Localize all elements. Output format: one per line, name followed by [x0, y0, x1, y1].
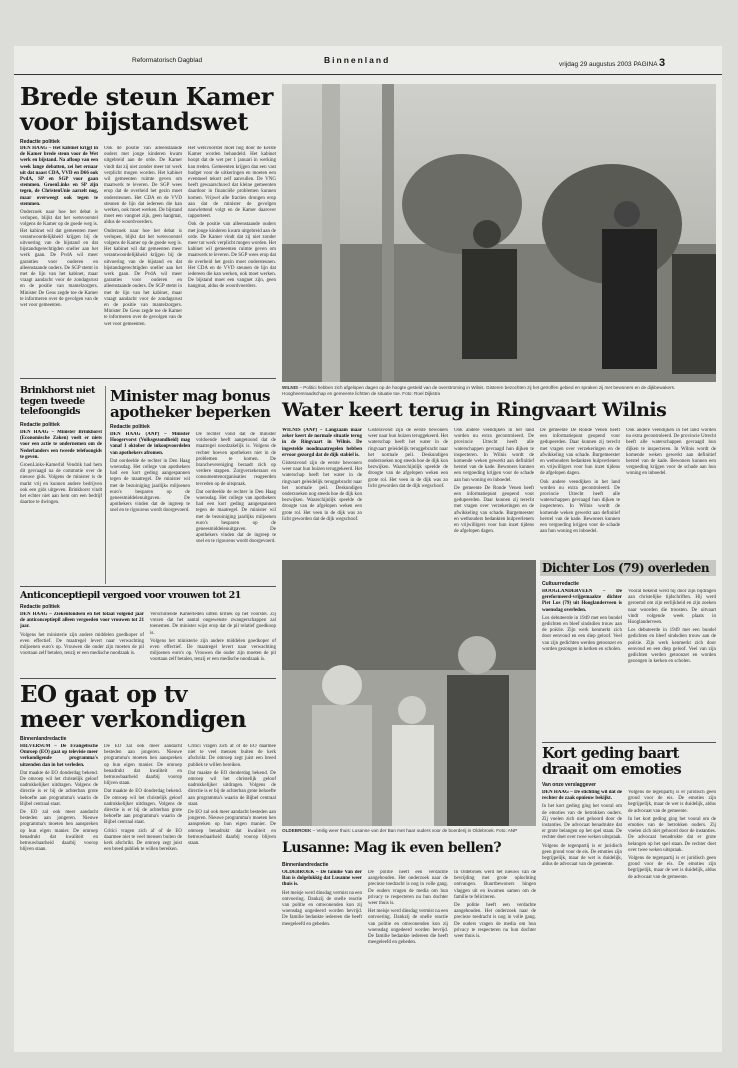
article-kort-geding	[542, 746, 718, 778]
photo-caption: WILNIS – Politici hebben zich afgelopen dagen op de hoogte gesteld van de overstroming in Wilnis. Gisteren bezochten zij het getroffen gebied en spraken zij met bewoners en de dijkbewakers. Hoogheemraadschap en gemeente lichtten de situatie toe. Foto: Roel Dijkstra	[282, 385, 676, 396]
headline: EO gaat op tv meer verkondigen	[20, 681, 247, 733]
headline: Dichter Los (79) overleden	[542, 561, 710, 575]
article-column: Ook de positie van alleenstaande ouders met jonge kinderen kwam uitgebreid aan de orde. De Kamer vindt dat zij niet zonder meer tot werk verplicht mogen worden. Het kabinet wil gemeenten ruimte geven om maatwerk te leveren. De SGP wees erop dat de overheid het gezin moet ondersteunen. Het CDA en de VVD steunen de lijn dat iedereen die kan werken, ook moet werken. De bijstand moet een vangnet zijn, geen hangmat, aldus de woordvoerders. Onderzoek naar hoe het debat is verlopen, blijkt dat het wetsvoorstel volgens de Kamer op de goede weg is. Het kabinet wil dat gemeenten meer verantwoordelijkheid krijgen bij de uitvoering van de bijstand en dat bijstandsgerechtigden sneller aan het werk gaan. De PvdA wil meer garanties voor ouderen en alleenstaande ouders. De SGP stemt in met de lijn van het kabinet, maar vraagt aandacht voor de zondagsrust en de positie van mantelzorgers. Minister De Geus zegde toe de Kamer te informeren over de gevolgen van de wet voor gemeenten.	[104, 146, 182, 327]
byline: Binnenlandredactie	[282, 862, 329, 868]
page-date: vrijdag 29 augustus 2003 PAGINA 3	[559, 57, 666, 69]
article-column: De politie heeft een verdachte aangehouden. Het onderzoek naar de precieze toedracht is nog in volle gang. De ouders vragen de media om hun privacy te respecteren nu hun dochter weer thuis is. Het meisje werd dinsdag vermist na een ontvoering. Dankzij de snelle reactie van politie en omwonenden kon zij woensdag ongedeerd worden bevrijd. De familie bedankte iedereen die heeft meegeleefd en gebeden.	[368, 870, 448, 946]
byline: Binnenlandredactie	[20, 736, 67, 742]
article-lusanne	[282, 840, 538, 856]
news-photo-oldebroek	[282, 560, 536, 826]
section-name: Binnenland	[324, 55, 391, 65]
byline: Redactie politiek	[20, 422, 60, 428]
headline: Anticonceptiepil vergoed voor vrouwen tot 21	[20, 590, 241, 601]
article-column: DEN HAAG – Het kabinet krijgt in de Kamer brede steun voor de Wet werk en bijstand. Na afloop van een week lange debatten, zei het ernaar uit dat naast CDA, VVD en D66 ook PvdA, SP en SGP voor gaan stemmen. GroenLinks en SP zijn tegen, de ChristenUnie aarzelt nog, maar overweegt ook tegen te stemmen. Onderzoek naar hoe het debat is verlopen, blijkt dat het wetsvoorstel volgens de Kamer op de goede weg is. Het kabinet wil dat gemeenten meer verantwoordelijkheid krijgen bij de uitvoering van de bijstand en dat bijstandsgerechtigden sneller aan het werk gaan. De PvdA wil meer garanties voor ouderen en alleenstaande ouders. De SGP stemt in met de lijn van het kabinet, maar vraagt aandacht voor de zondagsrust en de positie van mantelzorgers. Minister De Geus zegde toe de Kamer te informeren over de gevolgen van de wet voor gemeenten.	[20, 146, 98, 309]
article-column: WILNIS (ANP) – Langzaam maar zeker keert de normale situatie terug in de Ringvaart in Wilnis. De ingestelde noodmaatregelen hebben ervoor gezorgd dat de dijk stabiel is. Gisteravond zijn de eerste bewoners weer naar hun huizen teruggekeerd. Het waterschap heeft het water in de ringvaart geleidelijk teruggebracht naar het normale peil. Deskundigen onderzoeken nog steeds hoe de dijk kon bezwijken. Waarschijnlijk speelde de droogte van de afgelopen weken een grote rol. Het veen in de dijk was zo licht geworden dat de dijk wegschoof.	[282, 428, 362, 522]
article-dichter-los	[542, 561, 718, 575]
article-column: DEN HAAG (ANP) – Minister Hoogervorst (Volksgezondheid) mag vanaf 1 oktober de inkoopvoordelen van apothekers afromen. Dat oordeelde de rechter in Den Haag woensdag. Het college van apothekers had een kort geding aangespannen tegen de maatregel. De minister wil met de bezuiniging jaarlijks miljoenen euro's besparen op de geneesmiddelenuitgaven. De apothekers vinden dat de ingreep te snel en te rigoureus wordt doorgevoerd.	[110, 432, 190, 514]
headline: Lusanne: Mag ik even bellen?	[282, 840, 502, 856]
photo-icon	[282, 560, 536, 826]
article-column: Gisteravond zijn de eerste bewoners weer naar hun huizen teruggekeerd. Het waterschap heeft het water in de ringvaart geleidelijk teruggebracht naar het normale peil. Deskundigen onderzoeken nog steeds hoe de dijk kon bezwijken. Waarschijnlijk speelde de droogte van de afgelopen weken een grote rol. Het veen in de dijk was zo licht geworden dat de dijk wegschoof.	[368, 428, 448, 489]
article-brinkhorst	[20, 386, 102, 418]
divider	[20, 678, 276, 679]
divider	[20, 586, 276, 587]
headline: Brinkhorst niet tegen tweede telefoongids	[20, 385, 95, 417]
news-photo-wilnis	[282, 84, 716, 382]
photo-icon	[282, 84, 716, 382]
paper-name: Reformatorisch Dagblad	[132, 57, 203, 64]
article-column: Ook andere veendijken in het land worden nu extra gecontroleerd. De provincie Utrecht heeft alle waterschappen gevraagd hun dijken te inspecteren. In Wilnis wordt de komende weken gewerkt aan definitief herstel van de kade. Bewoners kunnen een vergoeding krijgen voor de schade aan hun woning en inboedel.	[626, 428, 716, 477]
divider	[20, 378, 276, 379]
article-column: Volgens de tegenpartij is er juridisch geen grond voor de eis. De emoties zijn begrijpelijk, maar de wet is duidelijk, aldus de advocaat van de gemeente. In het kort geding ging het vooral om de emoties van de betrokken ouders. Zij voelen zich niet gehoord door de instanties. De advocaat benadrukte dat er grote belangen op het spel staan. De rechter doet over twee weken uitspraak. Volgens de tegenpartij is er juridisch geen grond voor de eis. De emoties zijn begrijpelijk, maar de wet is duidelijk, aldus de advocaat van de gemeente.	[628, 790, 716, 880]
article-ringvaart	[282, 400, 716, 420]
article-column: HOOGLANDERVEEN – De gereformeerd-vrijgemaakte dichter Piet Los (79) uit Hooglanderveen is woensdag overleden. Los debuteerde in 1949 met een bundel gedichten en bleef sindsdien trouw aan de poëzie. Zijn werk kenmerkt zich door eenvoud en een diep geloof. Veel van zijn gedichten werden getoonzet en worden gezongen in kerken en scholen.	[542, 589, 622, 652]
article-column: De gemeente De Ronde Venen heeft een informatiepunt geopend voor gedupeerden. Daar kunnen zij terecht met vragen over verzekeringen en de afwikkeling van schade. Burgemeester en wethouders bedankten hulpverleners en vrijwilligers voor hun inzet tijdens de afgelopen dagen. Ook andere veendijken in het land worden nu extra gecontroleerd. De provincie Utrecht heeft alle waterschappen gevraagd hun dijken te inspecteren. In Wilnis wordt de komende weken gewerkt aan definitief herstel van de kade. Bewoners kunnen een vergoeding krijgen voor de schade aan hun woning en inboedel.	[540, 428, 620, 535]
page-header	[14, 46, 722, 75]
article-column: DEN HAAG – Ziekenfondsen en het totaal volgend jaar de anticonceptiepil alleen vergoeden voor vrouwen tot 21 jaar. Volgens het ministerie zijn andere middelen goedkoper of even effectief. De maatregel levert naar verwachting miljoenen euro's op. Vrouwen die ouder zijn moeten de pil voortaan zelf betalen, tenzij er een medische noodzaak is.	[20, 612, 144, 657]
divider	[542, 742, 716, 743]
article-column: OLDEBROEK – De familie Van der Ban is dolgelukkig dat Lusanne weer thuis is. Het meisje werd dinsdag vermist na een ontvoering. Dankzij de snelle reactie van politie en omwonenden kon zij woensdag ongedeerd worden bevrijd. De familie bedankte iedereen die heeft meegeleefd en gebeden.	[282, 870, 362, 927]
divider	[105, 386, 106, 584]
byline: Cultuurredactie	[542, 581, 579, 587]
article-column: HILVERSUM – De Evangelische Omroep (EO) gaat op televisie meer verkondigende programma's uitzenden dan in het verleden. Dat maakte de EO donderdag bekend. De omroep wil het christelijk geloof nadrukkelijker uitdragen. Volgens de directie is er bij de achterban grote behoefte aan programma's waarin de Bijbel centraal staat. De EO zal ook meer aandacht besteden aan jongeren. Nieuwe programma's moeten hen aanspreken op hun eigen manier. De omroep benadrukt dat kwaliteit en betrouwbaarheid daarbij voorop blijven staan.	[20, 744, 98, 853]
article-column: DEN HAAG – Minister Brinkhorst (Economische Zaken) voelt er niets voor een actie te ondernemen om de Nederlanders een tweede telefoongids te geven. GroenLinks-Kamerlid Vendrik had hem dit gevraagd na de commotie over de nieuwe gids. Volgens de minister is de markt vrij en kunnen andere bedrijven ook een gids uitgeven. Brinkhorst vindt het echter niet aan hem om een bedrijf daartoe te dwingen.	[20, 430, 102, 506]
article-column: Verschillende Kamerleden uitten kritiek op het voorstel. Zij vrezen dat het aantal ongewenste zwangerschappen zal toenemen. De minister wijst erop dat de pil relatief goedkoop is. Volgens het ministerie zijn andere middelen goedkoper of even effectief. De maatregel levert naar verwachting miljoenen euro's op. Vrouwen die ouder zijn moeten de pil voortaan zelf betalen, tenzij er een medische noodzaak is.	[150, 612, 276, 663]
article-column: Critici vragen zich af of de EO daarmee niet te veel mensen buiten de kerk afschrikt. De omroep zegt juist een breed publiek te willen bereiken. Dat maakte de EO donderdag bekend. De omroep wil het christelijk geloof nadrukkelijker uitdragen. Volgens de directie is er bij de achterban grote behoefte aan programma's waarin de Bijbel centraal staat. De EO zal ook meer aandacht besteden aan jongeren. Nieuwe programma's moeten hen aanspreken op hun eigen manier. De omroep benadrukt dat kwaliteit en betrouwbaarheid daarbij voorop blijven staan.	[188, 744, 276, 847]
article-bijstandswet	[20, 84, 275, 134]
headline: Kort geding baart draait om emoties	[542, 745, 682, 778]
article-column: De EO zal ook meer aandacht besteden aan jongeren. Nieuwe programma's moeten hen aanspreken op hun eigen manier. De omroep benadrukt dat kwaliteit en betrouwbaarheid daarbij voorop blijven staan. Dat maakte de EO donderdag bekend. De omroep wil het christelijk geloof nadrukkelijker uitdragen. Volgens de directie is er bij de achterban grote behoefte aan programma's waarin de Bijbel centraal staat. Critici vragen zich af of de EO daarmee niet te veel mensen buiten de kerk afschrikt. De omroep zegt juist een breed publiek te willen bereiken.	[104, 744, 182, 853]
byline: Redactie politiek	[110, 424, 150, 430]
article-column: Vooral bekend werd hij door zijn bijdragen aan christelijke tijdschriften. Hij werd geroemd om zijn eerlijkheid en zijn zoeken naar woorden die troosten. De uitvaart vindt volgende week plaats in Hooglanderveen. Los debuteerde in 1949 met een bundel gedichten en bleef sindsdien trouw aan de poëzie. Zijn werk kenmerkt zich door eenvoud en een diep geloof. Veel van zijn gedichten werden getoonzet en worden gezongen in kerken en scholen.	[628, 589, 716, 665]
byline: Van onze verslaggever	[542, 782, 596, 788]
photo-caption: OLDEBROEK – Veilig weer thuis: Lusanne van der Ban met haar ouders voor de boerderij in Oldebroek. Foto: ANP	[282, 828, 518, 833]
article-column: Ook andere veendijken in het land worden nu extra gecontroleerd. De provincie Utrecht heeft alle waterschappen gevraagd hun dijken te inspecteren. In Wilnis wordt de komende weken gewerkt aan definitief herstel van de kade. Bewoners kunnen een vergoeding krijgen voor de schade aan hun woning en inboedel. De gemeente De Ronde Venen heeft een informatiepunt geopend voor gedupeerden. Daar kunnen zij terecht met vragen over verzekeringen en de afwikkeling van schade. Burgemeester en wethouders bedankten hulpverleners en vrijwilligers voor hun inzet tijdens de afgelopen dagen.	[454, 428, 534, 535]
article-anticonceptiepil	[20, 590, 280, 601]
headline: Brede steun Kamer voor bijstandswet	[20, 82, 273, 136]
article-column: DEN HAAG – De stichting wil dat de rechter de zaak opnieuw bekijkt. In het kort geding ging het vooral om de emoties van de betrokken ouders. Zij voelen zich niet gehoord door de instanties. De advocaat benadrukte dat er grote belangen op het spel staan. De rechter doet over twee weken uitspraak. Volgens de tegenpartij is er juridisch geen grond voor de eis. De emoties zijn begrijpelijk, maar de wet is duidelijk, aldus de advocaat van de gemeente.	[542, 790, 622, 868]
article-column: De rechter vond dat de minister voldoende heeft aangetoond dat de maatregel noodzakelijk is. Volgens de rechter hoeven apothekers niet in de problemen te komen. De branchevereniging beraadt zich op verdere stappen. Zorgverzekeraars en consumentenorganisaties reageerden tevreden op de uitspraak. Dat oordeelde de rechter in Den Haag woensdag. Het college van apothekers had een kort geding aangespannen tegen de maatregel. De minister wil met de bezuiniging jaarlijks miljoenen euro's besparen op de geneesmiddelenuitgaven. De apothekers vinden dat de ingreep te snel en te rigoureus wordt doorgevoerd.	[196, 432, 276, 545]
page-number: 3	[659, 57, 666, 69]
headline: Minister mag bonus apotheker beperken	[110, 387, 271, 421]
byline: Redactie politiek	[20, 604, 60, 610]
article-column: Het wetsvoorstel moet nog door de Eerste Kamer worden behandeld. Het kabinet hoopt dat de wet per 1 januari in werking kan treden. Gemeenten krijgen dan een vast budget voor de uitkeringen en moeten een eventueel tekort zelf aanvullen. De VNG heeft gewaarschuwd dat kleine gemeenten daardoor in financiële problemen kunnen komen. Vrijwel alle fracties drongen erop aan dat de minister de gevolgen nauwlettend volgt en de Kamer daarover rapporteert. Ook de positie van alleenstaande ouders met jonge kinderen kwam uitgebreid aan de orde. De Kamer vindt dat zij niet zonder meer tot werk verplicht mogen worden. Het kabinet wil gemeenten ruimte geven om maatwerk te leveren. De SGP wees erop dat de overheid het gezin moet ondersteunen. Het CDA en de VVD steunen de lijn dat iedereen die kan werken, ook moet werken. De bijstand moet een vangnet zijn, geen hangmat, aldus de woordvoerders.	[188, 146, 276, 290]
article-column: In Oldebroek werd het nieuws van de bevrijding met grote opluchting ontvangen. Buurtbewoners hingen vlaggen uit en kwamen samen om de familie te feliciteren. De politie heeft een verdachte aangehouden. Het onderzoek naar de precieze toedracht is nog in volle gang. De ouders vragen de media om hun privacy te respecteren nu hun dochter weer thuis is.	[454, 870, 536, 940]
byline: Redactie politiek	[20, 139, 60, 145]
article-apotheker	[110, 388, 280, 420]
headline: Water keert terug in Ringvaart Wilnis	[282, 399, 667, 421]
article-eo	[20, 682, 280, 732]
